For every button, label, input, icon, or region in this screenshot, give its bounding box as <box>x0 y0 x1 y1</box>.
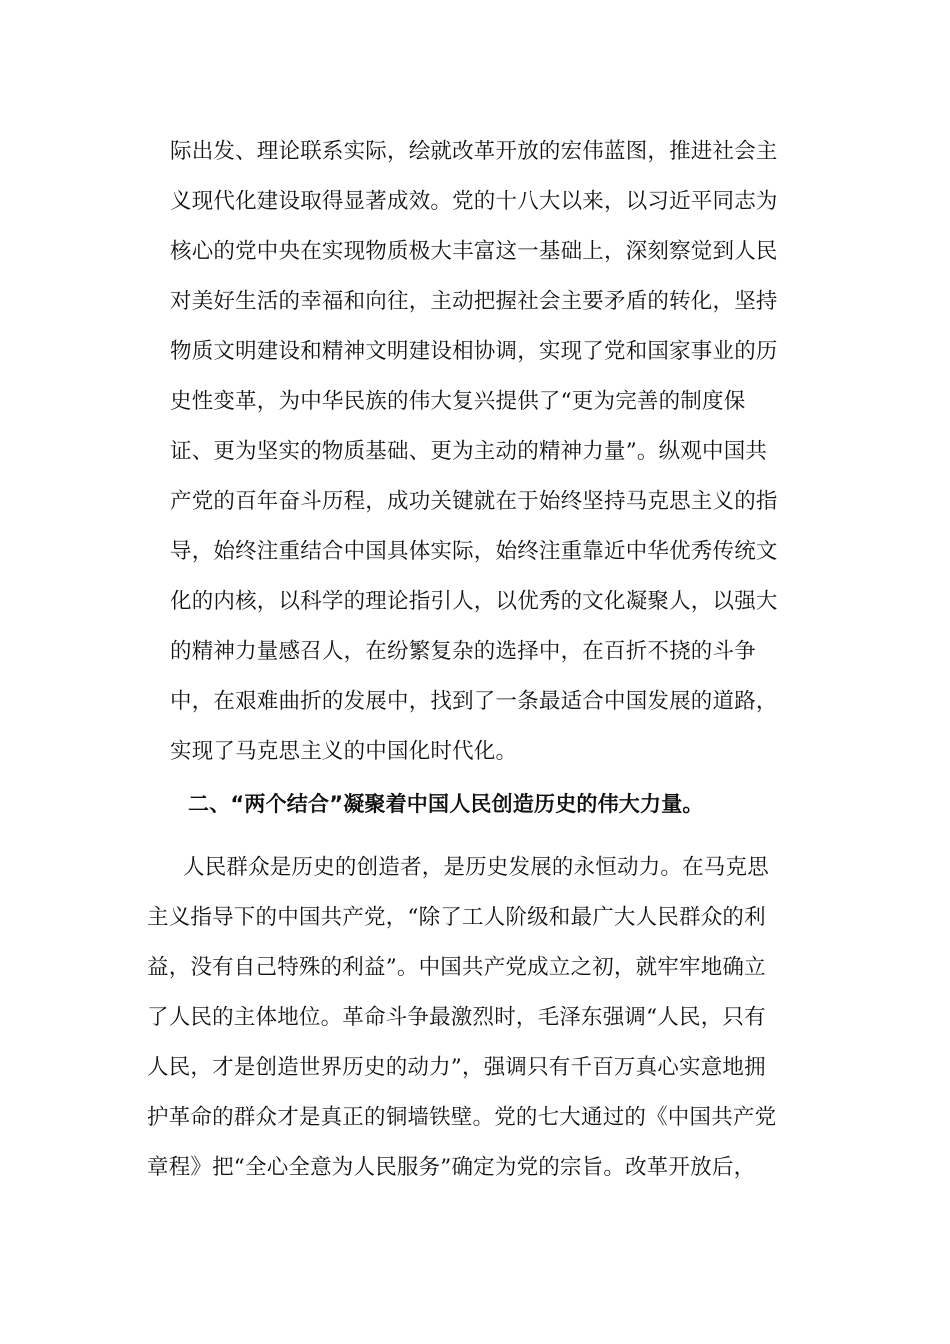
text-line: 护革命的群众才是真正的铜墙铁壁。党的七大通过的《中国共产党 <box>147 1105 777 1130</box>
text-line: 益，没有自己特殊的利益”。中国共产党成立之初，就牢牢地确立 <box>147 955 766 980</box>
text-line: 导，始终注重结合中国具体实际，始终注重靠近中华优秀传统文 <box>170 539 778 564</box>
text-line: 义现代化建设取得显著成效。党的十八大以来，以习近平同志为 <box>170 189 778 214</box>
body-paragraph <box>170 127 810 777</box>
text-line: 中，在艰难曲折的发展中，找到了一条最适合中国发展的道路， <box>170 689 778 714</box>
text-line: 证、更为坚实的物质基础、更为主动的精神力量”。纵观中国共 <box>170 439 768 464</box>
text-line: 章程》把“全心全意为人民服务”确定为党的宗旨。改革开放后， <box>147 1155 756 1180</box>
section-heading <box>188 779 808 829</box>
text-line: 对美好生活的幸福和向往，主动把握社会主要矛盾的转化，坚持 <box>170 289 778 314</box>
text-line: 物质文明建设和精神文明建设相协调，实现了党和国家事业的历 <box>170 339 778 364</box>
text-line: 产党的百年奋斗历程，成功关键就在于始终坚持马克思主义的指 <box>170 489 778 514</box>
text-line: 化的内核，以科学的理论指引人，以优秀的文化凝聚人，以强大 <box>170 589 778 614</box>
text-line: 核心的党中央在实现物质极大丰富这一基础上，深刻察觉到人民 <box>170 239 778 264</box>
text-line: 际出发、理论联系实际，绘就改革开放的宏伟蓝图，推进社会主 <box>170 139 778 164</box>
text-line: 人民群众是历史的创造者，是历史发展的永恒动力。在马克思 <box>183 855 769 880</box>
text-line: 主义指导下的中国共产党，“除了工人阶级和最广大人民群众的利 <box>147 905 766 930</box>
text-line: 了人民的主体地位。革命斗争最激烈时，毛泽东强调“人民，只有 <box>147 1005 766 1030</box>
text-line: 人民，才是创造世界历史的动力”，强调只有千百万真心实意地拥 <box>147 1055 766 1080</box>
text-line: 史性变革，为中华民族的伟大复兴提供了“更为完善的制度保 <box>170 389 746 414</box>
heading-line: 二、“两个结合”凝聚着中国人民创造历史的伟大力量。 <box>188 792 704 816</box>
body-paragraph <box>147 843 807 1193</box>
text-line: 的精神力量感召人，在纷繁复杂的选择中，在百折不挠的斗争 <box>170 639 756 664</box>
text-line: 实现了马克思主义的中国化时代化。 <box>170 739 518 764</box>
